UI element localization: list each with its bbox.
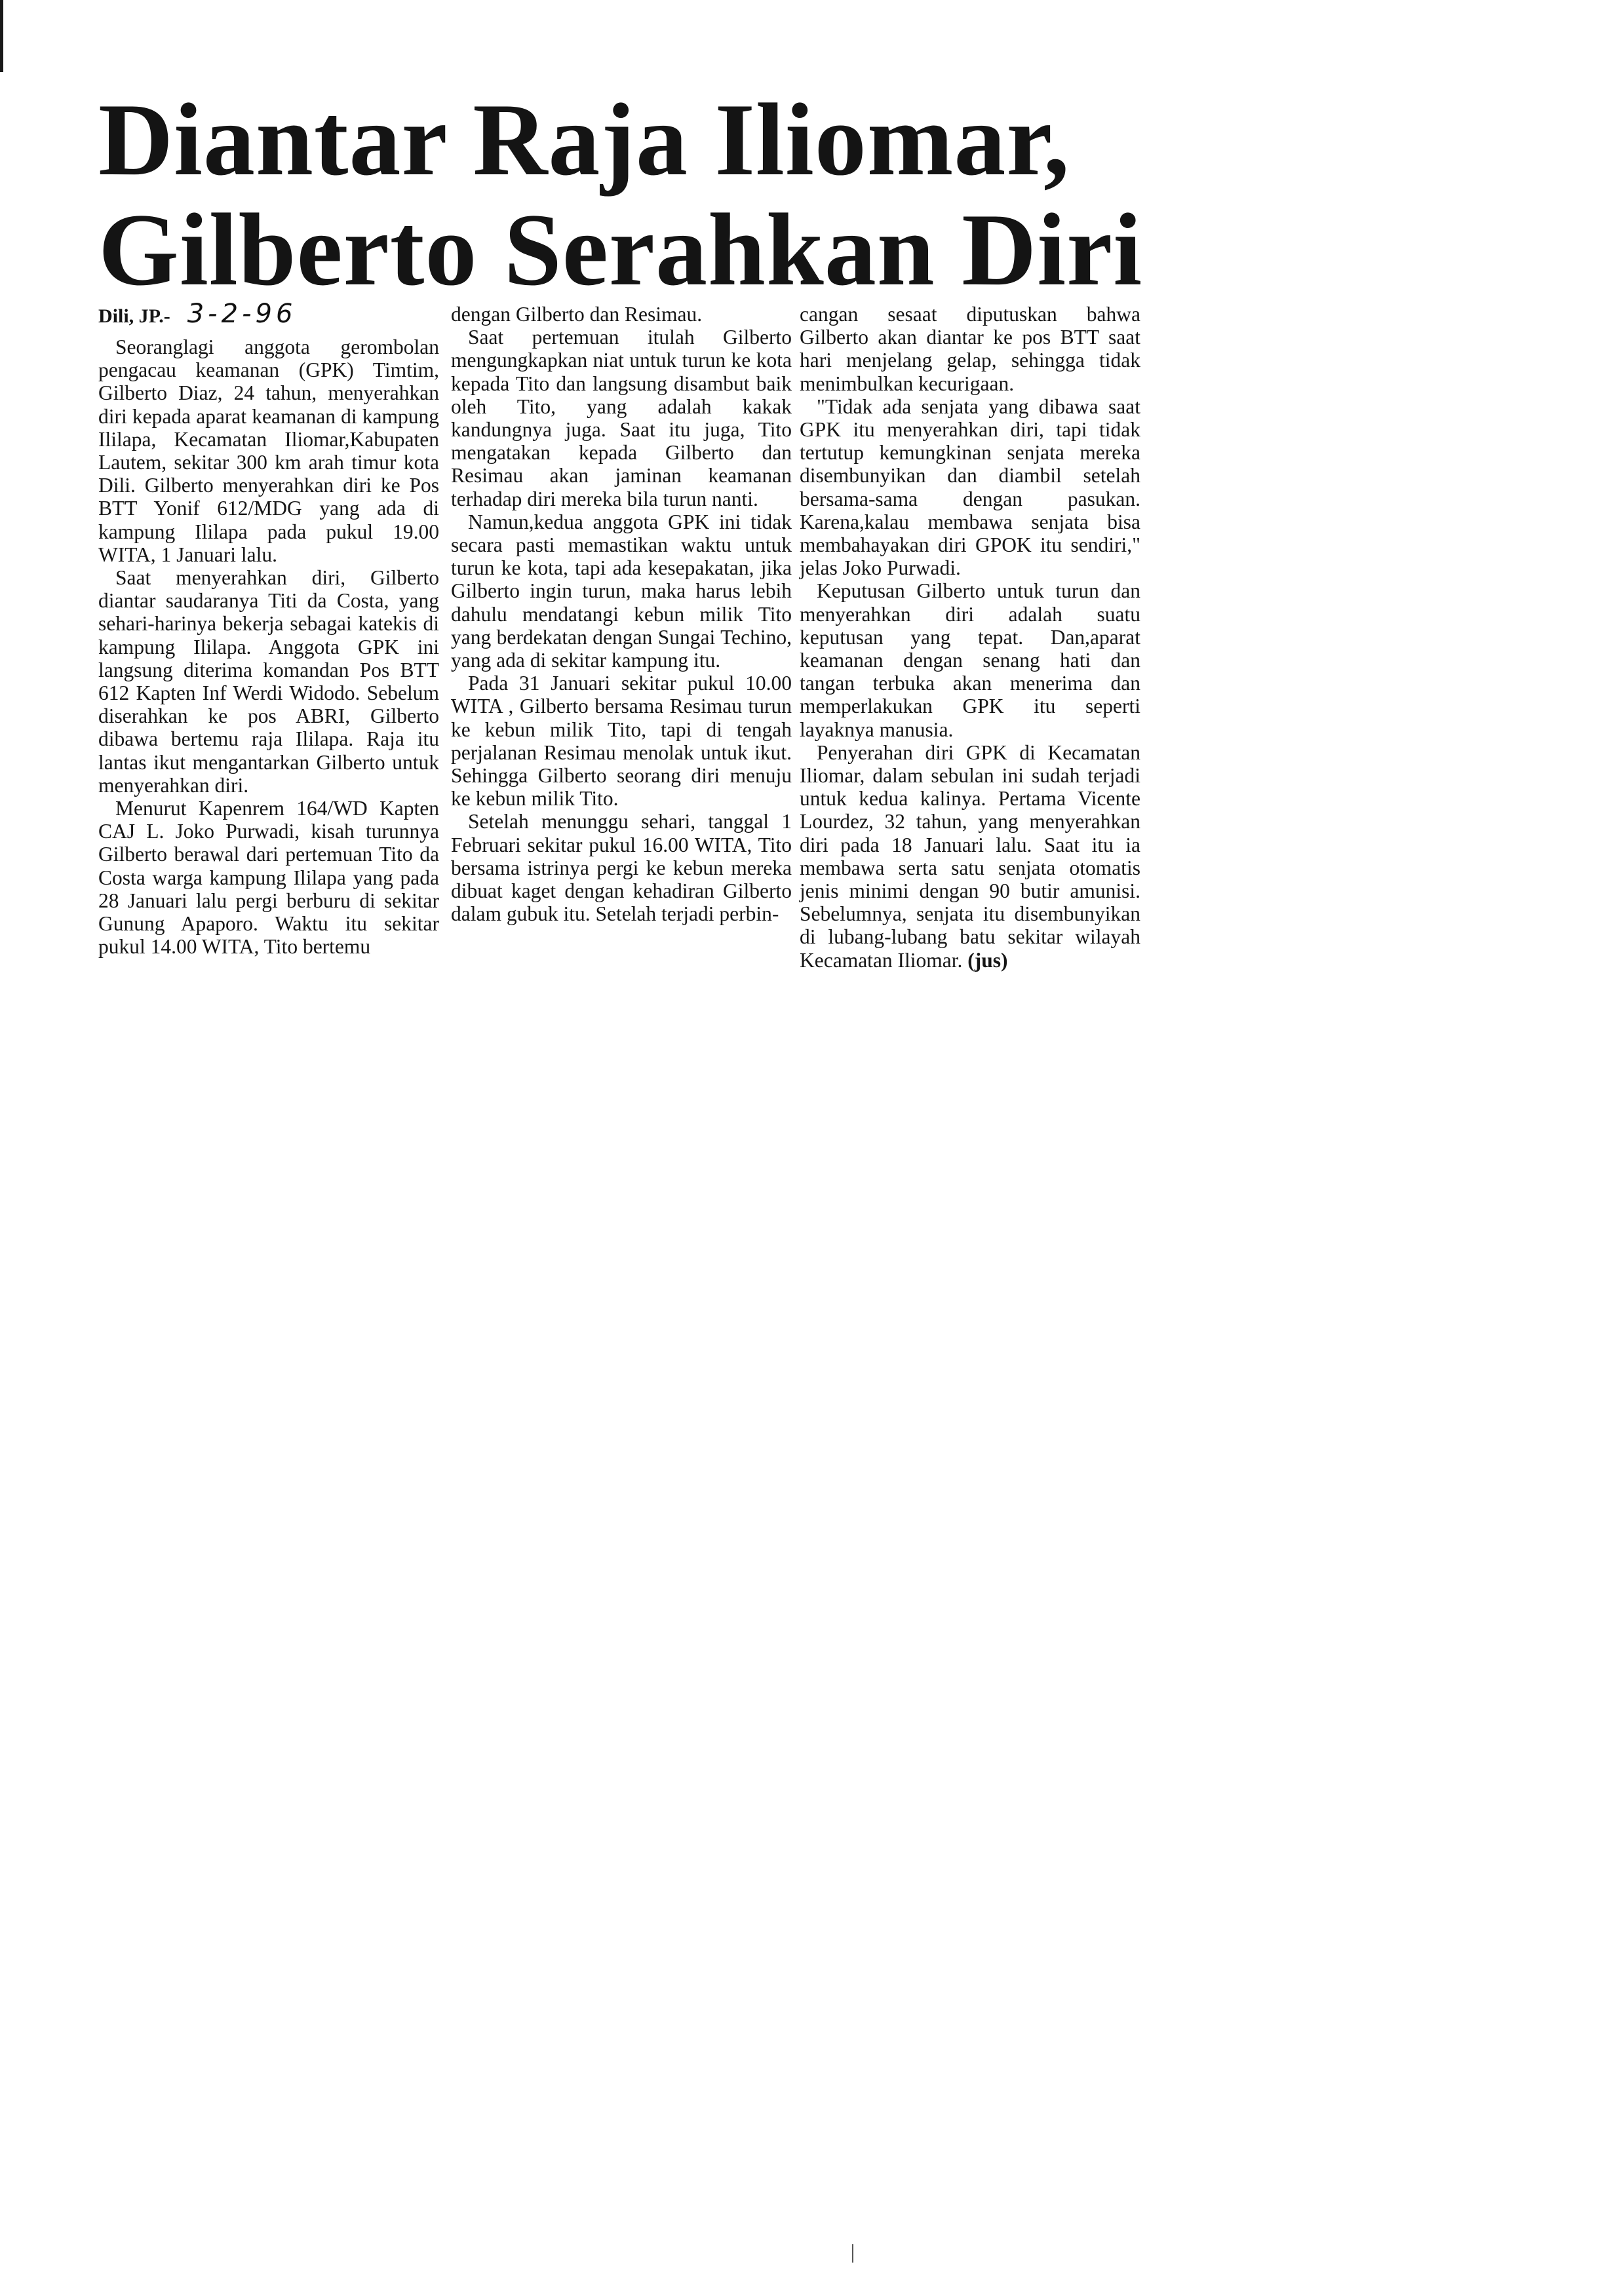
paragraph: Saat menyerahkan diri, Gilberto diantar saudaranya Titi da Costa, yang sehari-harinya bekerja sebagai katekis di kampung Ililapa. Anggota GPK ini langsung diterima komandan Pos BTT 612 Kapten Inf Werdi Widodo. Sebelum diserahkan ke pos ABRI, Gilberto dibawa bertemu raja Ililapa. Raja itu lantas ikut mengantarkan Gilberto untuk menyerahkan diri. (98, 566, 439, 797)
paragraph: Setelah menunggu sehari, tanggal 1 Februari sekitar pukul 16.00 WITA, Tito bersama istrinya pergi ke kebun mereka dibuat kaget dengan kehadiran Gilberto dalam gubuk itu. Setelah terjadi perbin- (451, 810, 792, 926)
paragraph: Pada 31 Januari sekitar pukul 10.00 WITA , Gilberto bersama Resimau turun ke kebun milik Tito, tapi di tengah perjalanan Resimau menolak untuk ikut. Sehingga Gilberto seorang diri menuju ke kebun milik Tito. (451, 672, 792, 811)
headline (98, 85, 1147, 305)
paragraph: Keputusan Gilberto untuk turun dan menyerahkan diri adalah suatu keputusan yang tepat. Dan,aparat keamanan dengan senang hati dan tangan terbuka akan menerima dan memperlakukan GPK itu seperti layaknya manusia. (800, 579, 1140, 741)
paragraph: Seoranglagi anggota gerombolan pengacau keamanan (GPK) Timtim, Gilberto Diaz, 24 tahun, menyerahkan diri kepada aparat keamanan di kampung Ililapa, Kecamatan Iliomar,Kabupaten Lautem, sekitar 300 km arah timur kota Dili. Gilberto menyerahkan diri ke Pos BTT Yonif 612/MDG yang ada di kampung Ililapa pada pukul 19.00 WITA, 1 Januari lalu. (98, 335, 439, 566)
headline-line-2: Gilberto Serahkan Diri (98, 193, 1143, 307)
paragraph: dengan Gilberto dan Resimau. (451, 303, 703, 326)
article-column-3 (800, 303, 1140, 972)
dateline: Dili, JP.- (98, 305, 170, 327)
article-column-2 (451, 303, 792, 925)
paragraph: Saat pertemuan itulah Gilberto mengungkapkan niat untuk turun ke kota kepada Tito dan langsung disambut baik oleh Tito, yang adalah kakak kandungnya juga. Saat itu juga, Tito mengatakan kepada Gilberto dan Resimau akan jaminan keamanan terhadap diri mereka bila turun nanti. (451, 326, 792, 510)
byline: (jus) (967, 948, 1008, 972)
headline-line-1: Diantar Raja Iliomar, (98, 83, 1070, 197)
paragraph: Menurut Kapenrem 164/WD Kapten CAJ L. Joko Purwadi, kisah turunnya Gilberto berawal dari pertemuan Tito da Costa warga kampung Ililapa yang pada 28 Januari lalu pergi berburu di sekitar Gunung Apaporo. Waktu itu sekitar pukul 14.00 WITA, Tito bertemu (98, 797, 439, 959)
scan-edge-mark (0, 0, 3, 72)
paragraph: Namun,kedua anggota GPK ini tidak secara pasti memastikan waktu untuk turun ke kota, tapi ada kesepakatan, jika Gilberto ingin turun, maka harus lebih dahulu mendatangi kebun milik Tito yang berdekatan dengan Sungai Techino, yang ada di sekitar kampung itu. (451, 510, 792, 672)
dateline-row (98, 299, 439, 335)
paragraph-text: Penyerahan diri GPK di Kecamatan Iliomar, dalam sebulan ini sudah terjadi untuk kedua kalinya. Pertama Vicente Lourdez, 32 tahun, yang menyerahkan diri pada 18 Januari lalu. Saat itu ia membawa serta satu senjata otomatis jenis minimi dengan 90 butir amunisi. Sebelumnya, senjata itu disembunyikan di lubang-lubang batu sekitar wilayah Kecamatan Iliomar. (800, 740, 1140, 972)
paragraph: cangan sesaat diputuskan bahwa Gilberto akan diantar ke pos BTT saat hari menjelang gelap, sehingga tidak menimbulkan kecurigaan. (800, 303, 1140, 395)
handwritten-date: 3-2-96 (187, 299, 297, 329)
article-column-1 (98, 299, 439, 959)
paragraph: "Tidak ada senjata yang dibawa saat GPK itu menyerahkan diri, tapi tidak tertutup kemungkinan senjata mereka disembunyikan dan diambil setelah bersama-sama dengan pasukan. Karena,kalau membawa senjata bisa membahayakan diri GPOK itu sendiri," jelas Joko Purwadi. (800, 394, 1140, 580)
scan-mark (852, 2244, 853, 2263)
paragraph (800, 741, 1140, 972)
